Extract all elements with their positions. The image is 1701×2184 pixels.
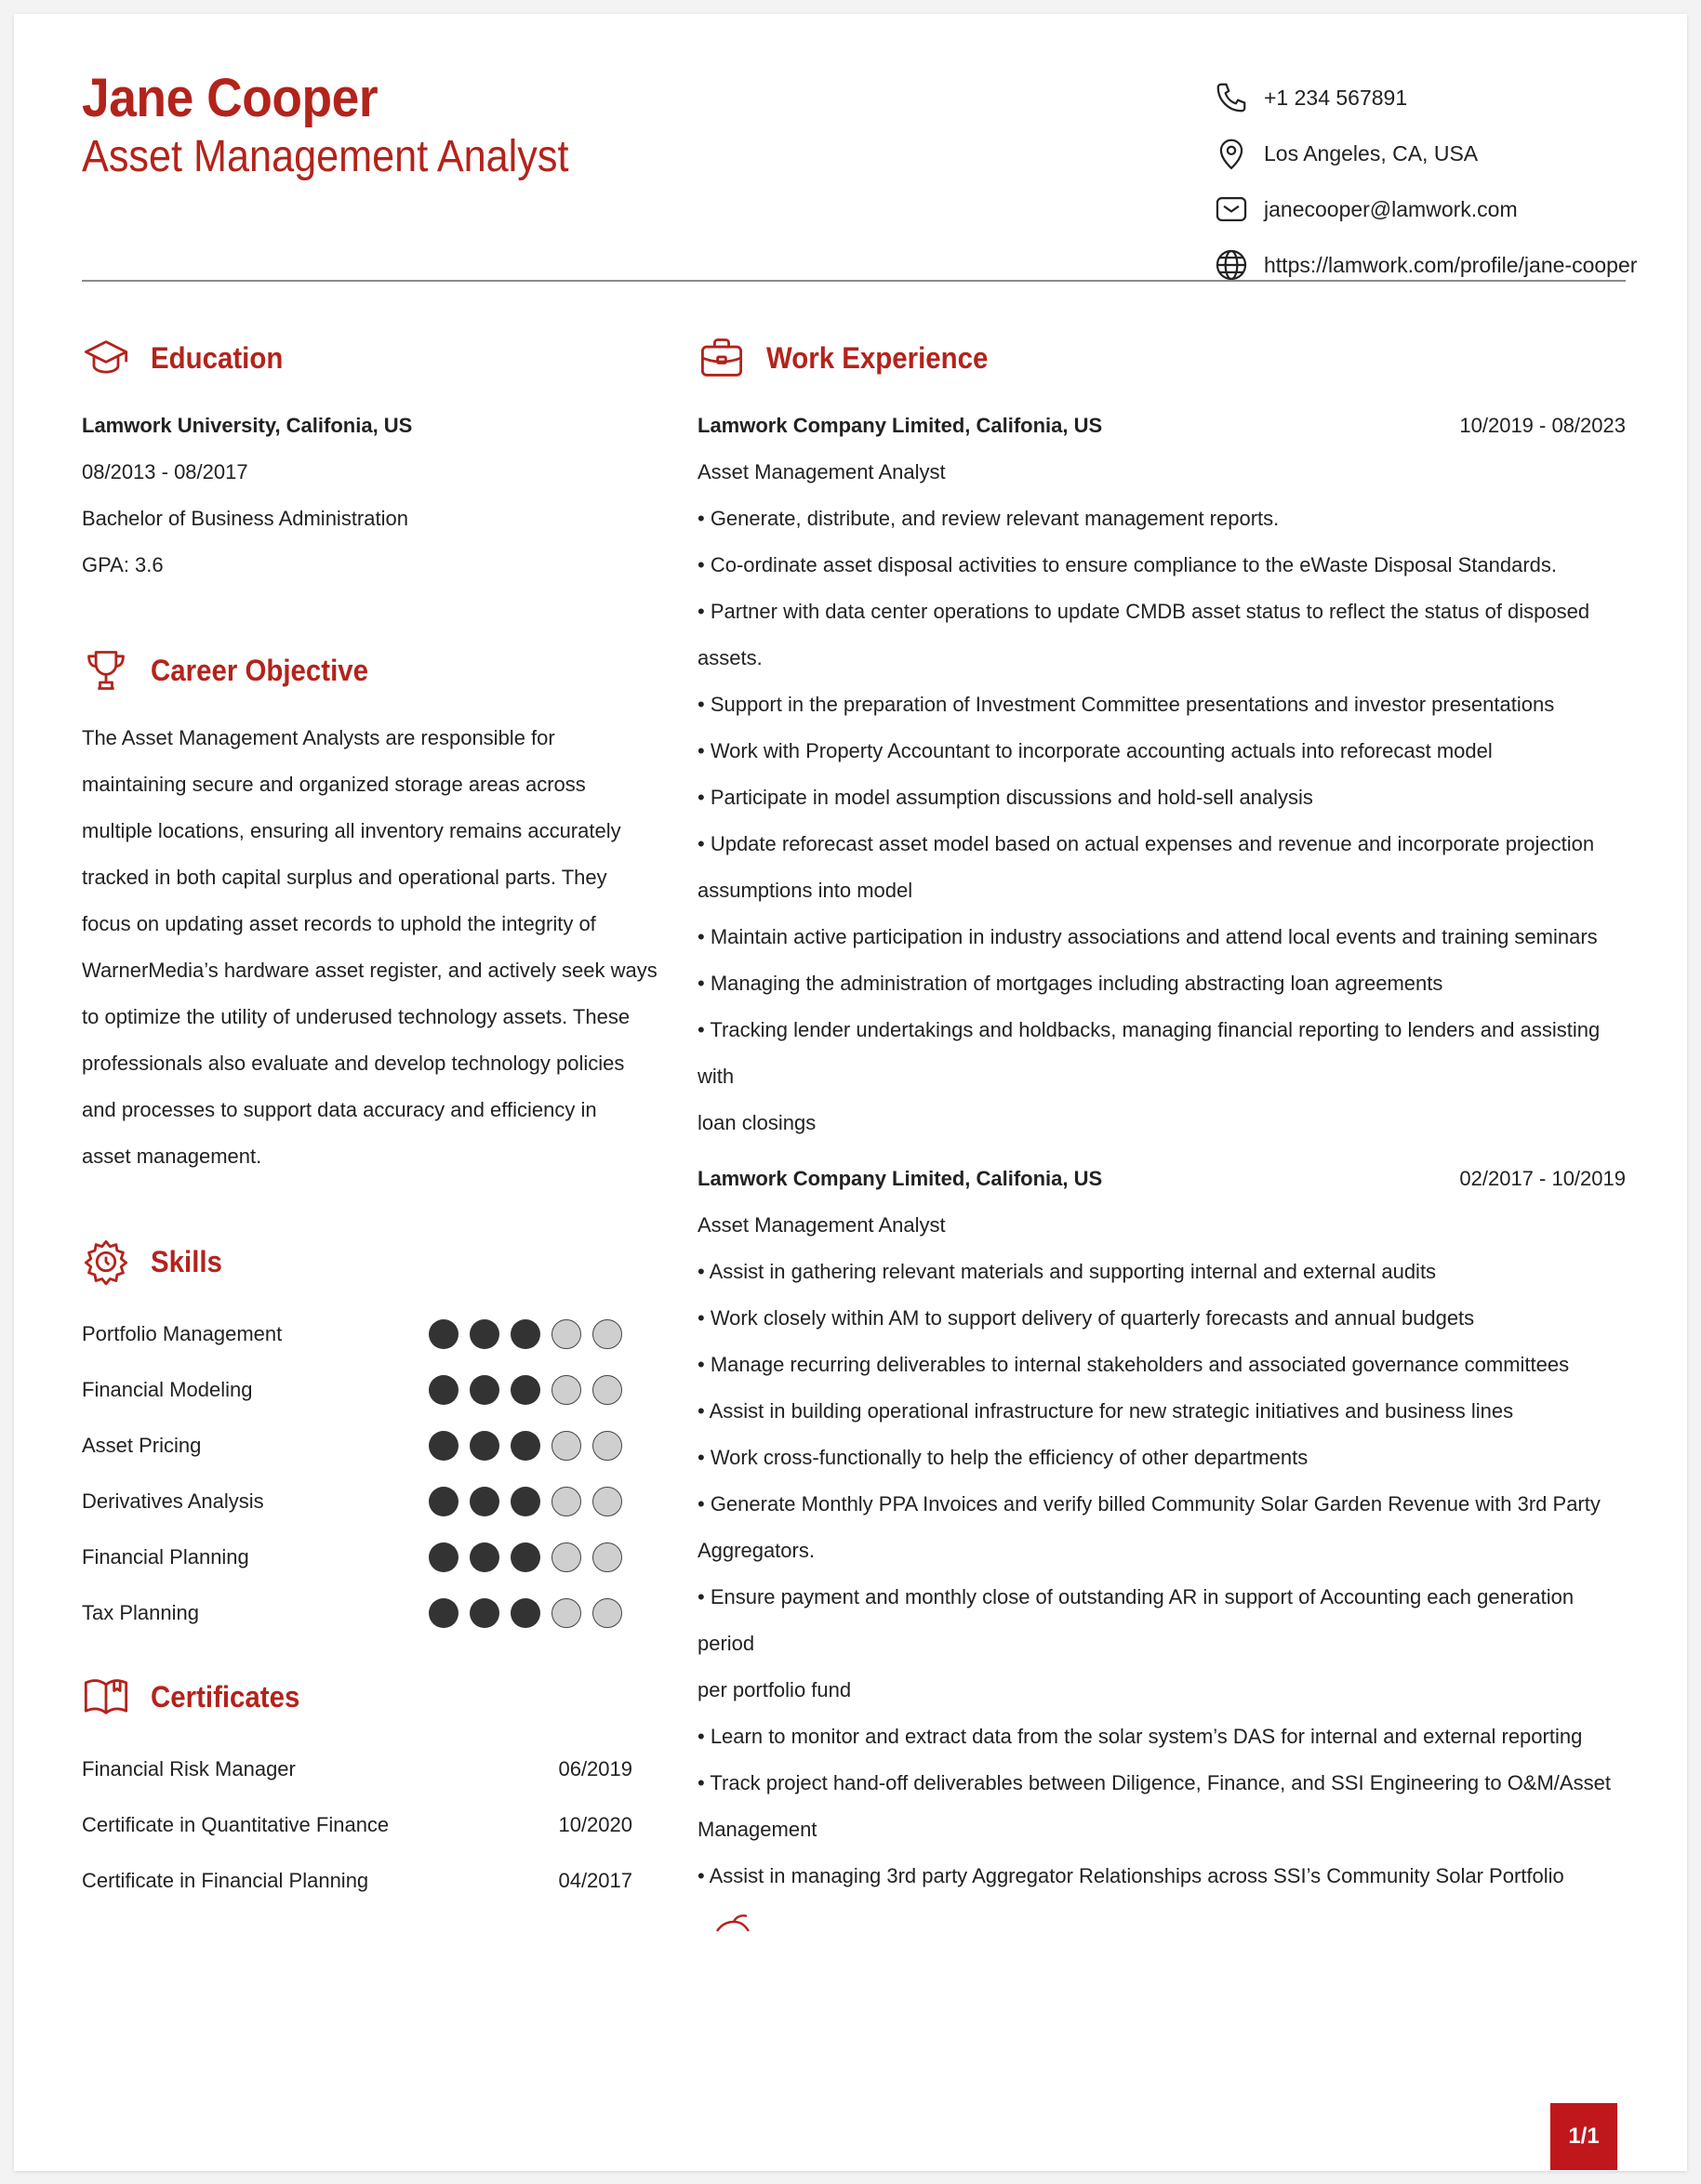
briefcase-icon (698, 334, 746, 382)
skills-list (82, 1306, 632, 1641)
objective-line: multiple locations, ensuring all inventory remains accurately (82, 819, 621, 842)
certificate-row (82, 1797, 632, 1853)
skill-dot-empty (592, 1431, 622, 1461)
education-dates: 08/2013 - 08/2017 (82, 460, 248, 483)
job-bullet-line: • Co-ordinate asset disposal activities to ensure compliance to the eWaste Disposal Standards. (698, 553, 1558, 576)
objective-line: maintaining secure and organized storage areas across (82, 773, 586, 796)
skill-dot-empty (551, 1375, 581, 1405)
job-header (698, 1156, 1626, 1202)
candidate-title: Asset Management Analyst (82, 132, 569, 181)
education-title: Education (151, 340, 284, 375)
job-bullet-line: • Participate in model assumption discussions and hold-sell analysis (698, 786, 1313, 809)
job-bullet-line: • Partner with data center operations to update CMDB asset status to reflect the status of disposed (698, 600, 1590, 623)
skills-heading (82, 1234, 632, 1290)
skill-row (82, 1529, 632, 1585)
job-dates: 10/2019 - 08/2023 (1459, 414, 1626, 437)
skill-dot-empty (592, 1542, 622, 1572)
skill-dot-filled (511, 1598, 540, 1628)
skill-row (82, 1362, 632, 1418)
certificate-row (82, 1853, 632, 1909)
header-divider (82, 280, 1626, 282)
objective-text (82, 715, 658, 1180)
work-heading (698, 330, 1626, 386)
job-dates: 02/2017 - 10/2019 (1459, 1167, 1626, 1190)
job-company: Lamwork Company Limited, Califonia, US (698, 1167, 1103, 1190)
certificates-heading (82, 1669, 632, 1725)
contact-location-text: Los Angeles, CA, USA (1264, 140, 1479, 165)
career-objective-section (82, 642, 658, 1180)
certificate-name: Financial Risk Manager (82, 1757, 296, 1780)
skill-dot-empty (551, 1598, 581, 1628)
education-section (82, 330, 632, 589)
certificate-name: Certificate in Financial Planning (82, 1869, 369, 1892)
job-bullets (698, 1249, 1626, 1899)
job-bullet-line: • Track project hand-off deliverables between Diligence, Finance, and SSI Engineering to O&M/Asset (698, 1771, 1611, 1794)
job-bullet-line: • Manage recurring deliverables to internal stakeholders and associated governance committees (698, 1353, 1570, 1376)
contact-website (1214, 237, 1651, 293)
job-entry (698, 1156, 1626, 1899)
job-bullet-line: assets. (698, 646, 763, 669)
skill-dot-filled (511, 1375, 540, 1405)
location-icon (1214, 136, 1249, 171)
skill-dot-empty (592, 1375, 622, 1405)
certificate-date: 06/2019 (558, 1757, 632, 1780)
skill-dot-filled (511, 1487, 540, 1516)
skill-name: Financial Modeling (82, 1378, 253, 1401)
work-title: Work Experience (766, 340, 989, 375)
cut-off-section-icon (713, 1911, 762, 1933)
contact-location (1214, 126, 1651, 181)
contact-email-text[interactable]: janecooper@lamwork.com (1264, 196, 1518, 221)
skill-row (82, 1306, 632, 1362)
certificate-date: 04/2017 (558, 1869, 632, 1892)
trophy-icon (82, 646, 130, 695)
skill-dot-filled (470, 1487, 499, 1516)
skill-dot-filled (470, 1598, 499, 1628)
graduation-cap-icon (82, 334, 130, 382)
skill-level-dots (429, 1375, 622, 1405)
certificate-row (82, 1741, 632, 1797)
skill-dot-filled (429, 1431, 458, 1461)
job-bullet-line: • Learn to monitor and extract data from the solar system’s DAS for internal and external reporting (698, 1725, 1583, 1748)
certificates-title: Certificates (151, 1679, 300, 1714)
job-role: Asset Management Analyst (698, 460, 946, 483)
globe-icon (1214, 247, 1249, 283)
job-bullet-line: • Work closely within AM to support delivery of quarterly forecasts and annual budgets (698, 1306, 1475, 1330)
skill-dot-filled (511, 1431, 540, 1461)
job-bullet-line: • Assist in building operational infrastructure for new strategic initiatives and business lines (698, 1399, 1514, 1423)
job-bullet-line: • Support in the preparation of Investment Committee presentations and investor presentations (698, 693, 1555, 716)
job-bullet-line: • Assist in gathering relevant materials and supporting internal and external audits (698, 1260, 1437, 1283)
objective-title: Career Objective (151, 653, 369, 687)
job-bullet-line: • Generate, distribute, and review relevant management reports. (698, 507, 1280, 530)
skill-dot-filled (511, 1542, 540, 1572)
job-bullet-line: • Generate Monthly PPA Invoices and verify billed Community Solar Garden Revenue with 3rd Party (698, 1492, 1601, 1516)
job-bullet-line: • Tracking lender undertakings and holdbacks, managing financial reporting to lenders and assisting with (698, 1018, 1601, 1088)
education-gpa: GPA: 3.6 (82, 553, 164, 576)
skill-name: Financial Planning (82, 1545, 249, 1569)
skill-level-dots (429, 1598, 622, 1628)
contact-website-text[interactable]: https://lamwork.com/profile/jane-cooper (1264, 252, 1638, 277)
job-role: Asset Management Analyst (698, 1213, 946, 1237)
contact-email (1214, 181, 1651, 237)
job-bullet-line: assumptions into model (698, 879, 913, 902)
objective-line: and processes to support data accuracy and efficiency in (82, 1098, 597, 1121)
job-bullets (698, 496, 1626, 1146)
education-heading (82, 330, 632, 386)
book-icon (82, 1673, 130, 1721)
resume-page (14, 14, 1687, 2171)
phone-icon (1214, 80, 1249, 115)
skill-dot-filled (429, 1542, 458, 1572)
skill-name: Derivatives Analysis (82, 1489, 264, 1513)
skill-dot-empty (551, 1542, 581, 1572)
job-entry (698, 403, 1626, 1146)
skills-title: Skills (151, 1244, 222, 1278)
skill-row (82, 1418, 632, 1474)
job-bullet-line: Management (698, 1818, 817, 1841)
skill-dot-filled (470, 1431, 499, 1461)
certificates-section (82, 1669, 632, 1909)
job-bullet-line: • Maintain active participation in industry associations and attend local events and training seminars (698, 925, 1598, 948)
right-column (698, 330, 1626, 1899)
skill-level-dots (429, 1319, 622, 1349)
page-indicator: 1/1 (1550, 2103, 1617, 2170)
skill-row (82, 1585, 632, 1641)
objective-line: tracked in both capital surplus and operational parts. They (82, 866, 607, 889)
job-bullet-line: • Assist in managing 3rd party Aggregator Relationships across SSI’s Community Solar Portfolio (698, 1864, 1564, 1887)
job-company: Lamwork Company Limited, Califonia, US (698, 414, 1103, 437)
contact-phone (1214, 70, 1651, 126)
skill-dot-filled (470, 1542, 499, 1572)
skill-dot-filled (470, 1319, 499, 1349)
job-bullet-line: • Ensure payment and monthly close of outstanding AR in support of Accounting each generation period (698, 1585, 1575, 1655)
education-school: Lamwork University, Califonia, US (82, 414, 413, 437)
objective-heading (82, 642, 632, 698)
skill-dot-empty (551, 1319, 581, 1349)
objective-line: The Asset Management Analysts are responsible for (82, 726, 555, 749)
education-degree: Bachelor of Business Administration (82, 507, 408, 530)
skill-dot-filled (470, 1375, 499, 1405)
skills-section (82, 1234, 632, 1641)
job-bullet-line: per portfolio fund (698, 1678, 852, 1701)
skill-level-dots (429, 1542, 622, 1572)
skill-level-dots (429, 1487, 622, 1516)
skill-name: Tax Planning (82, 1601, 199, 1624)
objective-line: asset management. (82, 1145, 262, 1168)
skill-dot-empty (551, 1431, 581, 1461)
skill-dot-empty (592, 1319, 622, 1349)
mail-icon (1214, 192, 1249, 227)
skill-dot-filled (429, 1487, 458, 1516)
gear-clock-icon (82, 1238, 130, 1286)
skill-row (82, 1474, 632, 1529)
skill-dot-empty (592, 1598, 622, 1628)
skill-dot-filled (429, 1598, 458, 1628)
skill-level-dots (429, 1431, 622, 1461)
skill-dot-filled (429, 1319, 458, 1349)
skill-name: Asset Pricing (82, 1434, 202, 1457)
contact-list (1214, 70, 1651, 293)
candidate-name: Jane Cooper (82, 68, 379, 128)
left-column (82, 330, 658, 1909)
job-bullet-line: loan closings (698, 1111, 817, 1134)
certificate-date: 10/2020 (558, 1813, 632, 1836)
objective-line: professionals also evaluate and develop technology policies (82, 1052, 625, 1075)
job-bullet-line: • Update reforecast asset model based on actual expenses and revenue and incorporate projection (698, 832, 1595, 855)
skill-name: Portfolio Management (82, 1322, 283, 1345)
job-bullet-line: • Work cross-functionally to help the efficiency of other departments (698, 1446, 1309, 1469)
job-header (698, 403, 1626, 449)
job-bullet-line: Aggregators. (698, 1539, 815, 1562)
objective-line: WarnerMedia’s hardware asset register, and actively seek ways (82, 959, 658, 982)
skill-dot-empty (551, 1487, 581, 1516)
job-bullet-line: • Work with Property Accountant to incorporate accounting actuals into reforecast model (698, 739, 1493, 762)
objective-line: to optimize the utility of underused technology assets. These (82, 1005, 631, 1028)
job-bullet-line: • Managing the administration of mortgages including abstracting loan agreements (698, 972, 1443, 995)
skill-dot-empty (592, 1487, 622, 1516)
skill-dot-filled (511, 1319, 540, 1349)
skill-dot-filled (429, 1375, 458, 1405)
contact-phone-text: +1 234 567891 (1264, 85, 1408, 110)
objective-line: focus on updating asset records to uphold the integrity of (82, 912, 596, 935)
certificate-name: Certificate in Quantitative Finance (82, 1813, 390, 1836)
